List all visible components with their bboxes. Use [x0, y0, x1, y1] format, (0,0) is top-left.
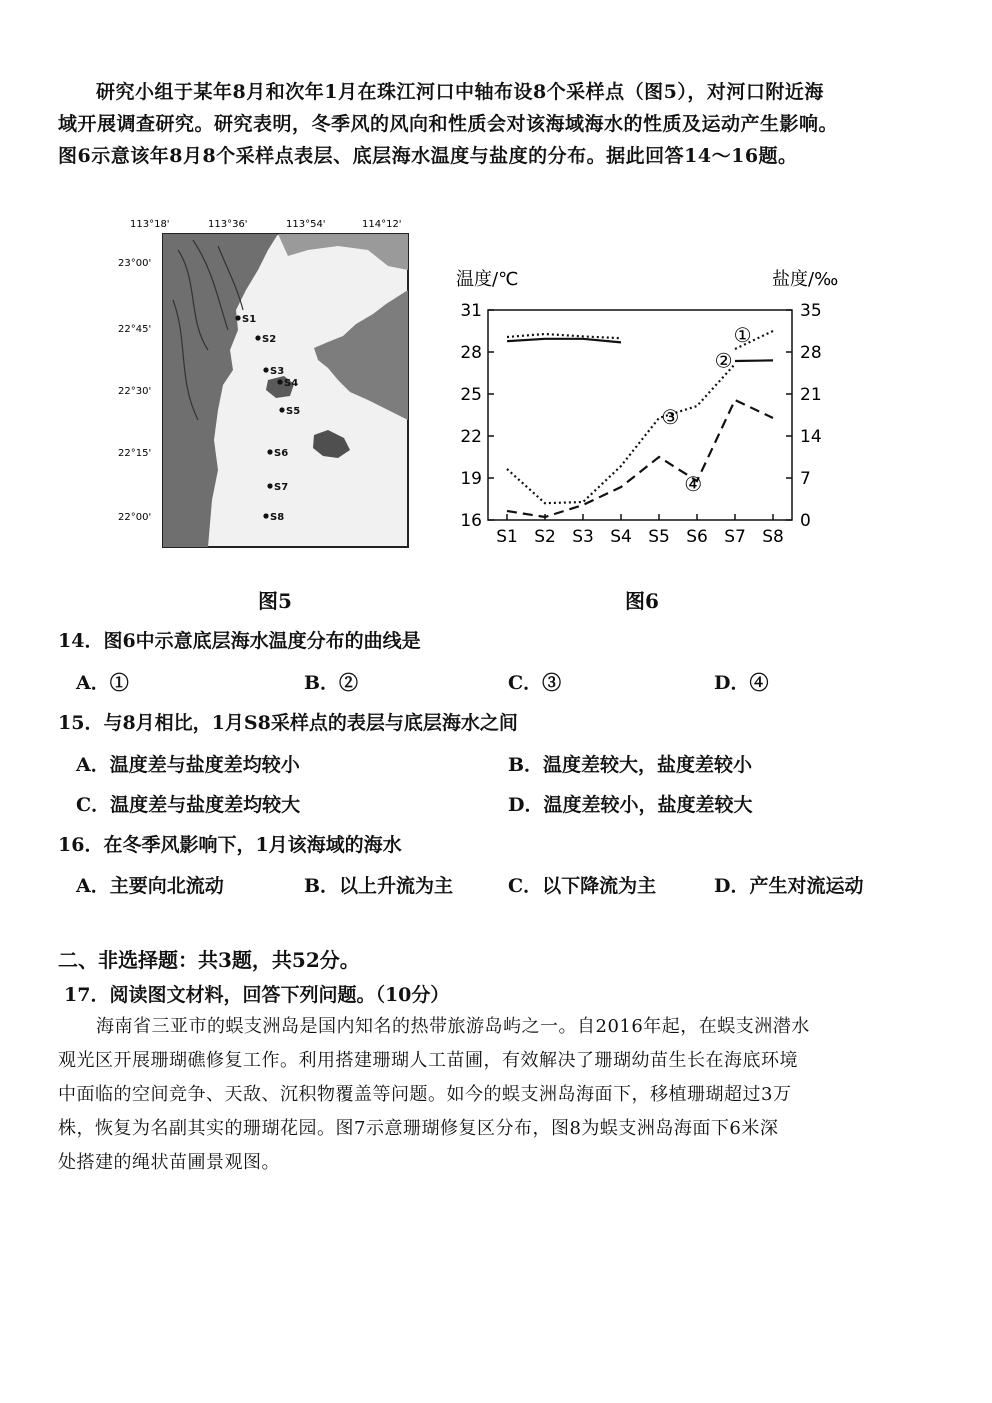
map-station-label: S8 — [270, 512, 285, 523]
map-lon-label: 113°54' — [286, 219, 326, 230]
question-16-option-c[interactable]: C．以下降流为主 — [508, 875, 657, 897]
q17-line: 海南省三亚市的蜈支洲岛是国内知名的热带旅游岛屿之一。自2016年起，在蜈支洲潜水 — [96, 1016, 810, 1037]
chart-x-tick-label: S3 — [572, 527, 594, 547]
question-15-option-c[interactable]: C．温度差与盐度差均较大 — [76, 794, 301, 816]
question-15-option-d[interactable]: D．温度差较小，盐度差较大 — [508, 794, 753, 816]
q17-line: 中面临的空间竞争、天敌、沉积物覆盖等问题。如今的蜈支洲岛海面下，移植珊瑚超过3万 — [58, 1084, 792, 1105]
map-station-label: S1 — [242, 314, 257, 325]
map-lat-label: 22°00' — [118, 512, 152, 523]
chart-series-label: ③ — [661, 404, 680, 429]
intro-line: 域开展调查研究。研究表明，冬季风的风向和性质会对该海域海水的性质及运动产生影响。 — [58, 113, 839, 135]
figure-6-chart — [450, 255, 860, 555]
chart-series-line — [507, 334, 621, 338]
chart-right-tick-label: 21 — [800, 385, 822, 405]
map-station-label: S7 — [274, 482, 289, 493]
chart-right-tick-label: 35 — [800, 301, 822, 321]
chart-left-tick-label: 25 — [460, 385, 482, 405]
q17-line: 株，恢复为名副其实的珊瑚花园。图7示意珊瑚修复区分布，图8为蜈支洲岛海面下6米深 — [58, 1118, 779, 1139]
map-station-dot — [255, 335, 260, 340]
map-lat-label: 22°15' — [118, 448, 152, 459]
question-16-option-d[interactable]: D．产生对流运动 — [714, 875, 864, 897]
chart-series-line — [507, 400, 773, 517]
chart-left-tick-label: 19 — [460, 469, 482, 489]
map-station-label: S3 — [270, 366, 285, 377]
question-16-stem: 16．在冬季风影响下，1月该海域的海水 — [58, 834, 402, 856]
question-14-option-d[interactable]: D．④ — [714, 672, 769, 694]
map-station-dot — [235, 315, 240, 320]
chart-series-line — [735, 360, 773, 361]
chart-right-axis-label: 盐度/‰ — [772, 269, 839, 290]
map-station-dot — [277, 379, 282, 384]
chart-left-tick-label: 28 — [460, 343, 482, 363]
chart-x-tick-label: S6 — [686, 527, 708, 547]
map-lat-label: 22°30' — [118, 386, 152, 397]
chart-x-tick-label: S7 — [724, 527, 746, 547]
question-15-stem: 15．与8月相比，1月S8采样点的表层与底层海水之间 — [58, 712, 518, 734]
chart-x-tick-label: S4 — [610, 527, 632, 547]
map-lon-label: 113°18' — [130, 219, 170, 230]
chart-right-tick-label: 7 — [800, 469, 811, 489]
map-station-label: S2 — [262, 334, 277, 345]
question-14-option-a[interactable]: A．① — [76, 672, 129, 694]
chart-x-tick-label: S2 — [534, 527, 556, 547]
question-17-stem: 17．阅读图文材料，回答下列问题。（10分） — [64, 984, 450, 1006]
map-station-label: S4 — [284, 378, 299, 389]
figure-6-caption: 图6 — [625, 589, 659, 613]
chart-series-label: ① — [733, 323, 752, 348]
question-16-option-a[interactable]: A．主要向北流动 — [76, 875, 224, 897]
map-lat-label: 23°00' — [118, 258, 152, 269]
map-station-label: S6 — [274, 448, 289, 459]
map-lat-label: 22°45' — [118, 324, 152, 335]
question-14-option-c[interactable]: C．③ — [508, 672, 562, 694]
chart-x-tick-label: S8 — [762, 527, 784, 547]
map-station-dot — [267, 449, 272, 454]
chart-right-tick-label: 14 — [800, 427, 822, 447]
map-station-label: S5 — [286, 406, 301, 417]
intro-line: 研究小组于某年8月和次年1月在珠江河口中轴布设8个采样点（图5），对河口附近海 — [96, 81, 824, 103]
intro-paragraph — [58, 76, 936, 172]
question-17-material — [58, 1010, 938, 1180]
chart-left-axis-label: 温度/℃ — [456, 269, 519, 290]
section-2-heading: 二、非选择题：共3题，共52分。 — [58, 948, 360, 972]
chart-x-tick-label: S5 — [648, 527, 670, 547]
map-station-dot — [267, 483, 272, 488]
question-16-option-b[interactable]: B．以上升流为主 — [304, 875, 454, 897]
question-15-option-b[interactable]: B．温度差较大，盐度差较小 — [508, 754, 753, 776]
q17-line: 观光区开展珊瑚礁修复工作。利用搭建珊瑚人工苗圃，有效解决了珊瑚幼苗生长在海底环境 — [58, 1050, 798, 1071]
chart-left-tick-label: 16 — [460, 511, 482, 531]
question-14-stem: 14．图6中示意底层海水温度分布的曲线是 — [58, 630, 421, 652]
chart-series-label: ④ — [684, 472, 703, 496]
figure-5-caption: 图5 — [258, 589, 292, 613]
figure-5-map — [118, 210, 418, 555]
intro-line: 图6示意该年8月8个采样点表层、底层海水温度与盐度的分布。据此回答14～16题。 — [58, 145, 798, 167]
question-14-option-b[interactable]: B．② — [304, 672, 359, 694]
map-lon-label: 114°12' — [362, 219, 402, 230]
chart-series-label: ② — [714, 348, 733, 373]
chart-x-tick-label: S1 — [496, 527, 518, 547]
chart-right-tick-label: 28 — [800, 343, 822, 363]
map-station-dot — [263, 367, 268, 372]
chart-left-tick-label: 31 — [460, 301, 482, 321]
question-15-option-a[interactable]: A．温度差与盐度差均较小 — [76, 754, 300, 776]
q17-line: 处搭建的绳状苗圃景观图。 — [58, 1152, 280, 1173]
chart-left-tick-label: 22 — [460, 427, 482, 447]
chart-right-tick-label: 0 — [800, 511, 811, 531]
map-lon-label: 113°36' — [208, 219, 248, 230]
chart-series-line — [507, 339, 621, 343]
map-station-dot — [263, 513, 268, 518]
map-station-dot — [279, 407, 284, 412]
